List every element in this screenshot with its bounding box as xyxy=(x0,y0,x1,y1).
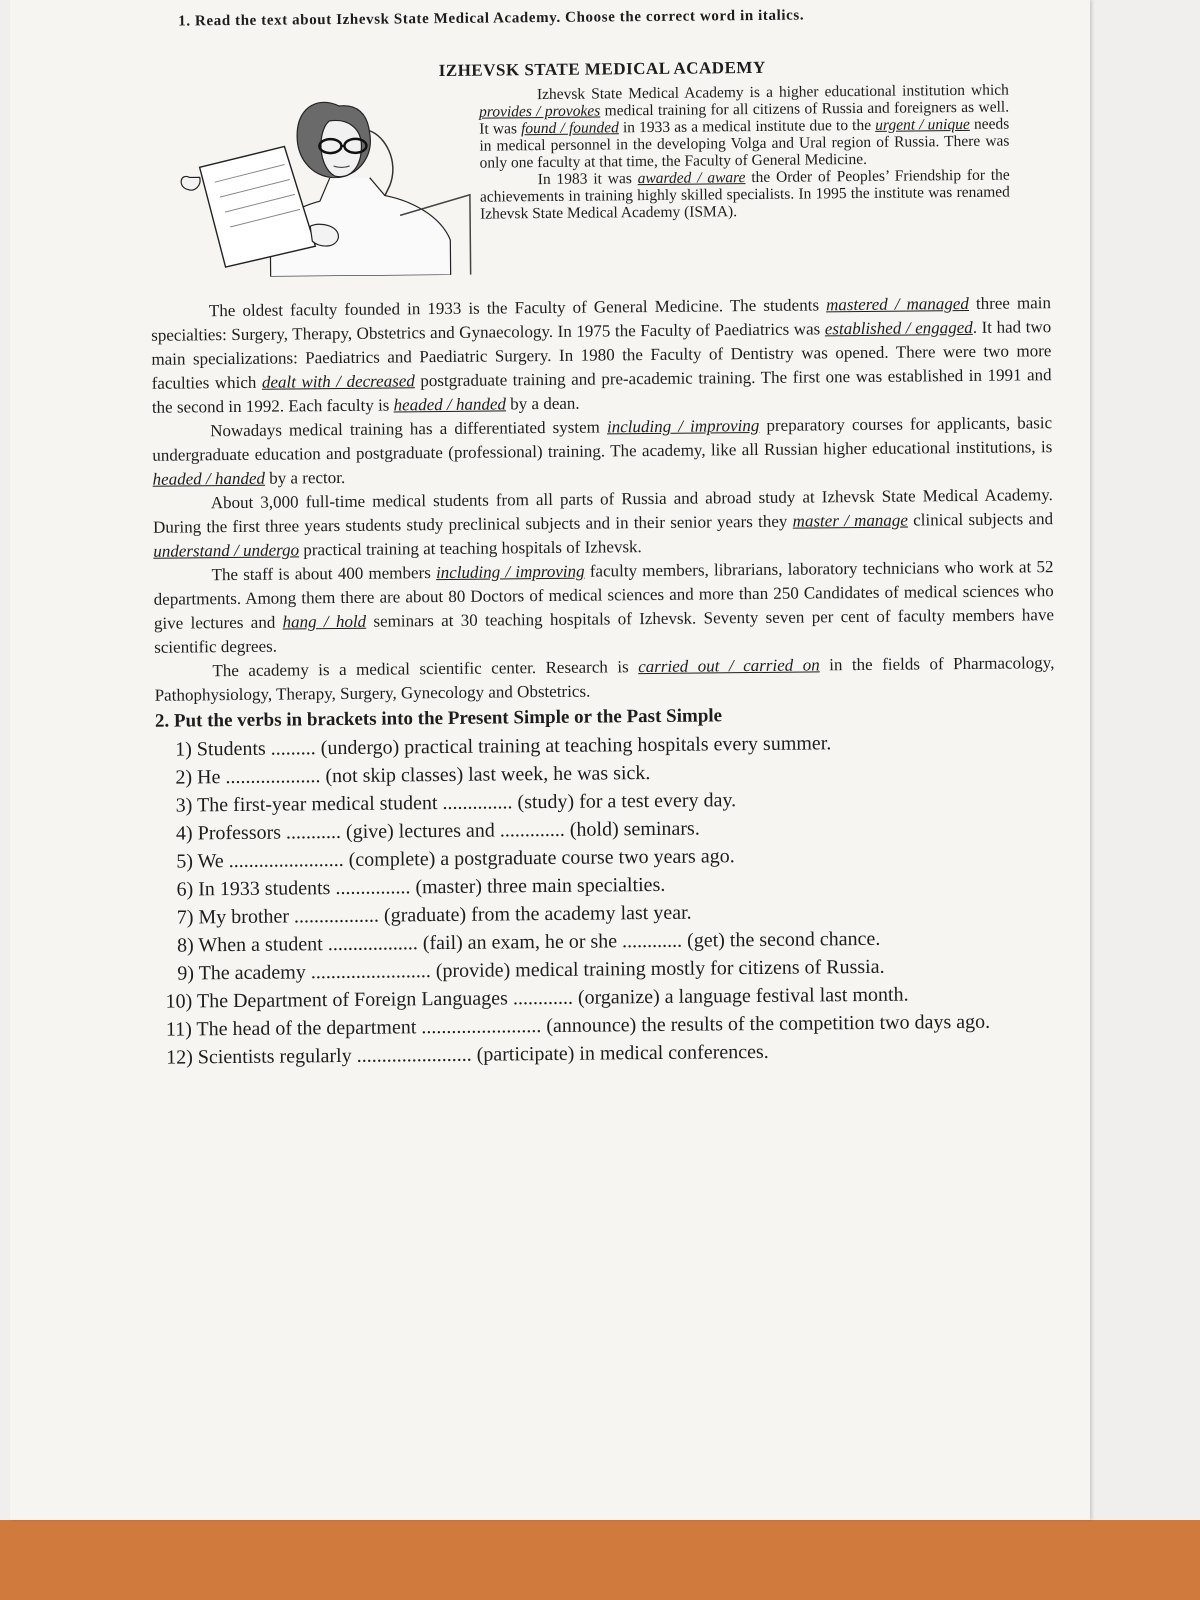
word-choice: found / founded xyxy=(520,119,619,138)
exercise-item: 3) The first-year medical student .............. (study) for a test every day. xyxy=(175,789,737,817)
article-title: IZHEVSK STATE MEDICAL ACADEMY xyxy=(438,57,766,81)
text-run: faculty members, librarians, laboratory technicians who work at 52 departments. Among them there are about 80 Doctors of medical sciences and more than 250 Candidates of medical sciences who give lectures and xyxy=(153,557,1054,633)
exercise-item: 5) We ....................... (complete) a postgraduate course two years ago. xyxy=(176,845,735,873)
text-run: About 3,000 full-time medical students from all parts of Russia and abroad study at Izhevsk State Medical Academy. During the first three years students study preclinical subjects and in their senior years they xyxy=(152,485,1053,537)
text-run: practical training at teaching hospitals of Izhevsk. xyxy=(298,537,642,560)
word-choice: master / manage xyxy=(792,510,909,531)
exercise-item: 11) The head of the department ........................ (announce) the results of the competition two days ago. xyxy=(165,1010,991,1041)
exercise-item: 10) The Department of Foreign Languages ............ (organize) a language festival last month. xyxy=(165,983,909,1013)
article-paragraph-7 xyxy=(154,651,1054,708)
word-choice: including / improving xyxy=(606,415,760,437)
text-run: in 1933 as a medical institute due to the xyxy=(618,116,876,137)
exercise-item: 9) The academy ........................ (provide) medical training mostly for citizens of Russia. xyxy=(177,955,885,985)
text-run: The academy is a medical scientific center. Research is xyxy=(212,657,639,681)
worksheet-content xyxy=(128,0,1090,1230)
text-run: by a rector. xyxy=(264,467,346,488)
word-choice: awarded / aware xyxy=(637,169,746,188)
exercise-item: 12) Scientists regularly ....................... (participate) in medical conferences. xyxy=(166,1040,769,1069)
text-run: postgraduate training and pre-academic training. The first one was established in 1991 and the second in 1992. Each faculty is xyxy=(151,365,1052,417)
word-choice: understand / undergo xyxy=(153,540,300,561)
article-paragraph-3 xyxy=(151,291,1052,420)
text-run: clinical subjects and xyxy=(907,509,1054,530)
text-run: seminars at 30 teaching hospitals of Izhevsk. Seventy seven per cent of faculty members have scientific degrees. xyxy=(154,605,1055,657)
text-run: In 1983 it was xyxy=(537,170,638,189)
word-choice: headed / handed xyxy=(393,394,507,415)
task-2-items xyxy=(155,727,1058,1072)
text-run: by a dean. xyxy=(505,393,580,414)
word-choice: headed / handed xyxy=(152,468,266,489)
article-paragraph-4 xyxy=(152,411,1053,492)
word-choice: established / engaged xyxy=(824,317,973,339)
text-run: medical training for all citizens of Russia and foreigners as well. It was xyxy=(479,98,1010,138)
word-choice: provides / provokes xyxy=(479,102,601,121)
article-paragraph-1 xyxy=(479,82,1010,172)
text-run: preparatory courses for applicants, basic undergraduate education and postgraduate (professional) training. The academy, like all Russian higher educational institutions, is xyxy=(152,413,1053,465)
task-1-heading: 1. Read the text about Izhevsk State Medical Academy. Choose the correct word in italics. xyxy=(178,7,805,30)
word-choice: dealt with / decreased xyxy=(261,371,415,392)
exercise-item: 2) He ................... (not skip classes) last week, he was sick. xyxy=(175,762,651,789)
text-run: Izhevsk State Medical Academy is a higher educational institution which xyxy=(536,81,1009,104)
exercise-item: 6) In 1933 students ............... (master) three main specialties. xyxy=(176,873,666,901)
exercise-item: 7) My brother ................. (graduate) from the academy last year. xyxy=(176,901,692,929)
text-run: three main specialties: Surgery, Therapy, Obstetrics and Gynaecology. In 1975 the Faculty of Paediatrics was xyxy=(151,293,1052,345)
article-paragraph-6 xyxy=(153,555,1054,660)
text-run: needs in medical personnel in the developing Volga and Ural region of Russia. There was only one faculty at that time, the Faculty of General Medicine. xyxy=(479,115,1010,172)
article-paragraph-5 xyxy=(153,483,1054,564)
word-choice: mastered / managed xyxy=(825,293,969,315)
exercise-item: 8) When a student .................. (fail) an exam, he or she ............ (get) the second chance. xyxy=(176,927,881,957)
exercise-item: 1) Students ......... (undergo) practical training at teaching hospitals every summer. xyxy=(175,732,832,761)
word-choice: hang / hold xyxy=(282,611,367,632)
article-intro-column xyxy=(479,82,1010,223)
text-run: The staff is about 400 members xyxy=(211,563,437,585)
text-run: in the fields of Pharmacology, Pathophysiology, Therapy, Surgery, Gynecology and Obstetrics. xyxy=(154,653,1055,705)
text-run: the Order of Peoples’ Friendship for the achievements in training highly skilled specialists. In 1995 the institute was renamed Izhevsk State Medical Academy (ISMA). xyxy=(479,166,1010,223)
word-choice: including / improving xyxy=(435,561,585,583)
exercise-item: 4) Professors ........... (give) lectures and ............. (hold) seminars. xyxy=(175,817,700,845)
woman-reading-illustration xyxy=(169,75,481,278)
article-body xyxy=(151,291,1058,1072)
word-choice: urgent / unique xyxy=(875,115,970,134)
text-run: . It had two main specializations: Paediatrics and Paediatric Surgery. In 1980 the Faculty of Dentistry was opened. There were two more faculties which xyxy=(151,317,1052,393)
text-run: Nowadays medical training has a differentiated system xyxy=(210,417,608,441)
text-run: The oldest faculty founded in 1933 is the Faculty of General Medicine. The students xyxy=(208,295,827,321)
task-2-heading: 2. Put the verbs in brackets into the Present Simple or the Past Simple xyxy=(154,705,723,732)
article-paragraph-2 xyxy=(480,167,1010,223)
desk-background-bottom xyxy=(0,1515,1200,1600)
word-choice: carried out / carried on xyxy=(638,655,820,677)
